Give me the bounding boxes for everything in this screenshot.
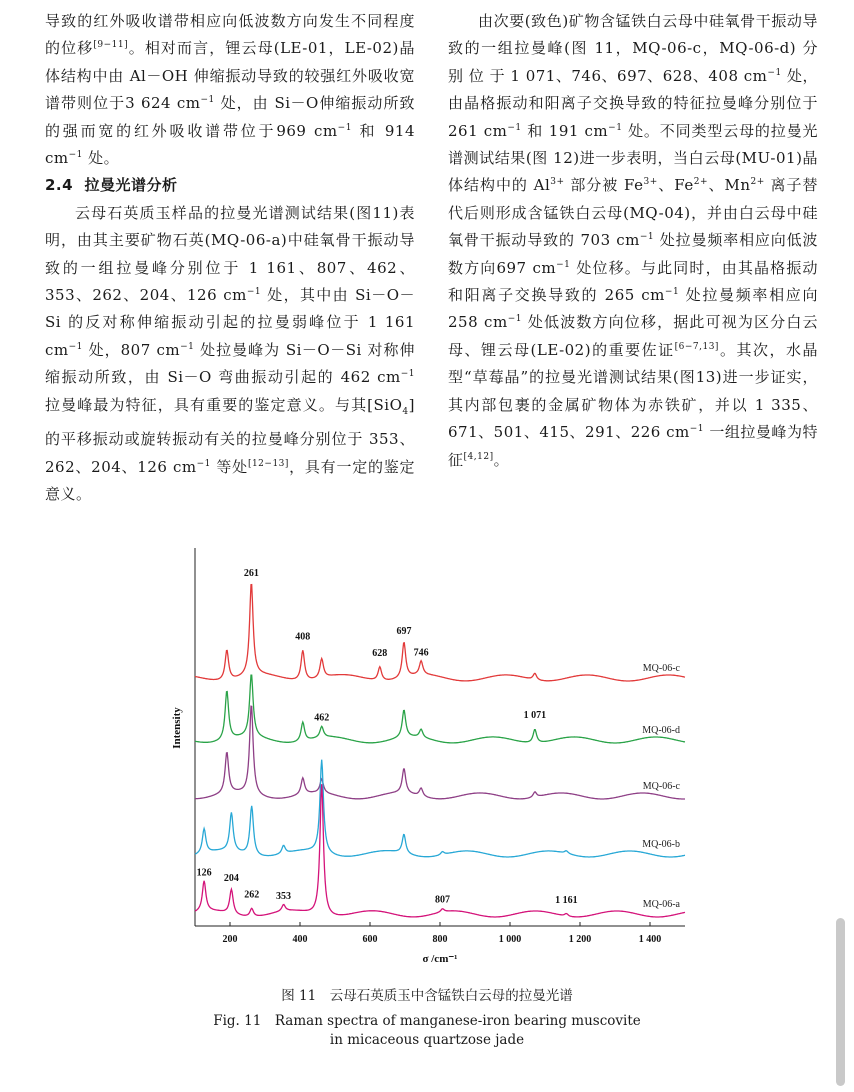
- text-run: 02)晶体结构中由 Al－OH 伸缩振动导致的较强: [45, 39, 415, 85]
- right-column: [448, 8, 818, 474]
- tick-layer: [223, 922, 662, 945]
- superscript: −1: [200, 95, 215, 106]
- peak-label: 204: [223, 872, 239, 884]
- peak-label: 1 071: [523, 710, 547, 722]
- x-tick-label: 800: [432, 934, 448, 945]
- superscript: −1: [767, 67, 782, 78]
- series-line-mq-06-c: [195, 706, 685, 799]
- text-run: 969 cm: [276, 121, 338, 140]
- superscript: 2+: [693, 177, 708, 188]
- text-run: 由次要(致色)矿物含锰铁白云母中硅氧骨干振动导致的一组拉曼峰(图 11，MQ-06-c，MQ-06-d) 分 别 位 于 1 071、746、697、628、408 cm: [448, 12, 818, 85]
- superscript: −1: [196, 458, 211, 469]
- y-axis-label: Intensity: [171, 707, 183, 749]
- text-run: 处，由 Si－O: [214, 94, 319, 113]
- text-run: 导致的红外吸收谱带相应向低波数方向发生不同: [45, 12, 384, 30]
- superscript: −1: [400, 369, 415, 380]
- text-run: 离子替代后则形成含锰铁白云母(MQ-04)，并由白云母中硅氧骨干振动导致的 703 cm: [448, 176, 818, 250]
- peak-label: 628: [372, 647, 388, 659]
- superscript: −1: [608, 122, 623, 133]
- x-tick-label: 400: [292, 934, 308, 945]
- peak-label: 746: [413, 647, 429, 659]
- superscript: −1: [556, 259, 571, 270]
- scrollbar-thumb[interactable]: [836, 918, 845, 1086]
- series-label: MQ-06-d: [642, 725, 680, 736]
- text-run: 。: [493, 450, 510, 469]
- figure-caption-en-1: Fig. 11 Raman spectra of manganese-iron bearing muscovite: [213, 1013, 641, 1029]
- text-run: 云母石英质玉样品的拉曼光谱测试结果(图11)表明，由其主要矿物石英(MQ-06-a)中硅氧骨干振动导致的一组拉曼峰分别位于 1 161、807、462、353、262、204、126 cm: [45, 203, 415, 305]
- peak-label: 697: [396, 625, 412, 637]
- subscript: 4: [402, 406, 409, 417]
- superscript: −1: [246, 287, 262, 298]
- citation: [12−13]: [247, 458, 289, 469]
- superscript: 3+: [550, 177, 565, 188]
- text-run: 处拉曼频率相应向258 cm: [448, 286, 818, 332]
- text-run: ]的平移振动或旋转振动有关的拉曼峰分别位于 353、262、204、126 cm: [45, 395, 415, 476]
- peak-label: 408: [295, 631, 311, 643]
- superscript: −1: [507, 314, 522, 325]
- text-run: 处。不同类型云母的拉曼光谱测试结果(图 12)进一步表明，当白云母(MU-01)晶体结构中的 Al: [448, 121, 819, 195]
- text-run: 等处: [210, 457, 248, 476]
- peak-label: 462: [314, 712, 330, 724]
- text-run: 一组拉曼峰为特征: [448, 423, 818, 469]
- superscript: −1: [337, 122, 352, 133]
- series-layer: [195, 585, 685, 917]
- series-line-mq-06-d: [195, 675, 685, 743]
- text-run: 处，其中由 Si－O－Si 的反对称伸缩振动引起的拉曼弱峰位于 1 161 cm: [45, 286, 415, 359]
- text-run: 、Fe: [657, 176, 694, 195]
- left-paragraph-1: [45, 8, 415, 172]
- text-run: ，具有一定的鉴定意义。: [45, 457, 415, 503]
- figure-caption-en-2: in micaceous quartzose jade: [329, 1032, 525, 1048]
- superscript: −1: [689, 424, 705, 435]
- peak-label: 261: [243, 568, 259, 580]
- citation: [6−7,13]: [674, 341, 719, 352]
- section-heading: [45, 172, 415, 199]
- peak-label: 353: [276, 890, 292, 902]
- x-tick-label: 600: [362, 934, 378, 945]
- text-run: 处低波数方向位移，据此可视为区分白云母、锂云母(LE-02)的重要佐证: [448, 313, 818, 359]
- superscript: −1: [68, 150, 83, 161]
- figure-caption-cn: 图 11 云母石英质玉中含锰铁白云母的拉曼光谱: [281, 988, 573, 1004]
- x-tick-label: 1 000: [498, 934, 522, 945]
- text-run: 、Mn: [708, 176, 751, 195]
- section-number: 2.4: [45, 176, 74, 195]
- text-run: 和 914 cm: [45, 121, 415, 168]
- text-run: 伸缩振动所致的强而宽的红外吸收谱带位于: [45, 94, 415, 140]
- series-label: MQ-06-c: [642, 663, 680, 674]
- peak-label: 807: [434, 894, 450, 906]
- series-line-mq-06-b: [195, 760, 685, 857]
- text-run: 处，807 cm: [82, 340, 181, 359]
- raman-spectra-chart: [160, 538, 710, 968]
- text-run: 处，由晶格振动和阳离子交换导致的特征拉曼峰分别位于 261 cm: [448, 66, 818, 140]
- series-line-mq-06-c: [195, 585, 685, 681]
- text-run: 红外吸收宽谱带则位于3 624 cm: [45, 66, 415, 113]
- right-paragraph-1: [448, 8, 818, 474]
- text-run: 处。: [82, 149, 120, 168]
- x-axis-label: σ /cm⁻¹: [422, 953, 458, 965]
- superscript: −1: [180, 341, 195, 352]
- superscript: 2+: [750, 177, 765, 188]
- superscript: −1: [639, 232, 655, 243]
- text-run: 和 191 cm: [521, 121, 609, 140]
- peak-label: 1 161: [555, 895, 578, 907]
- plot-frame: [195, 548, 685, 926]
- citation: [4,12]: [463, 451, 494, 462]
- superscript: 3+: [643, 177, 658, 188]
- text-run: 程度的位移: [45, 12, 415, 58]
- superscript: −1: [664, 287, 680, 298]
- text-run: 处拉曼峰为 Si－O－Si 对称伸缩振动所致，由 Si－O 弯曲振动引起的 462 cm: [45, 340, 416, 387]
- series-label: MQ-06-b: [642, 839, 680, 850]
- text-run: 处拉曼频率相应向低波数方向697 cm: [448, 231, 818, 277]
- text-run: 。其次，水晶型“草莓晶”的拉曼光谱测试结果(图13)进一步证实，其内部包裹的金属矿物体为赤铁矿，并以 1 335、671、501、415、291、226 cm: [448, 340, 818, 442]
- x-tick-label: 1 200: [568, 934, 592, 945]
- section-title: 拉曼光谱分析: [84, 176, 178, 195]
- text-run: 处位移。与此同时，由其晶格振动和阳离子交换导致的 265 cm: [448, 258, 818, 305]
- x-tick-label: 200: [222, 934, 238, 945]
- text-run: 拉曼峰最为特征，具有重要的鉴定意义。与其[SiO: [45, 395, 403, 414]
- left-paragraph-2: [45, 200, 415, 508]
- series-label: MQ-06-a: [642, 899, 680, 910]
- text-run: 。相对而言，锂云母(LE-01，LE-: [128, 39, 373, 58]
- left-column: [45, 8, 415, 508]
- peak-label: 126: [196, 867, 212, 879]
- x-tick-label: 1 400: [638, 934, 662, 945]
- superscript: −1: [507, 122, 522, 133]
- text-run: 部分被 Fe: [564, 176, 644, 195]
- series-label: MQ-06-c: [642, 781, 680, 792]
- superscript: −1: [68, 341, 83, 352]
- peak-label: 262: [244, 889, 260, 901]
- citation: [9−11]: [93, 40, 129, 51]
